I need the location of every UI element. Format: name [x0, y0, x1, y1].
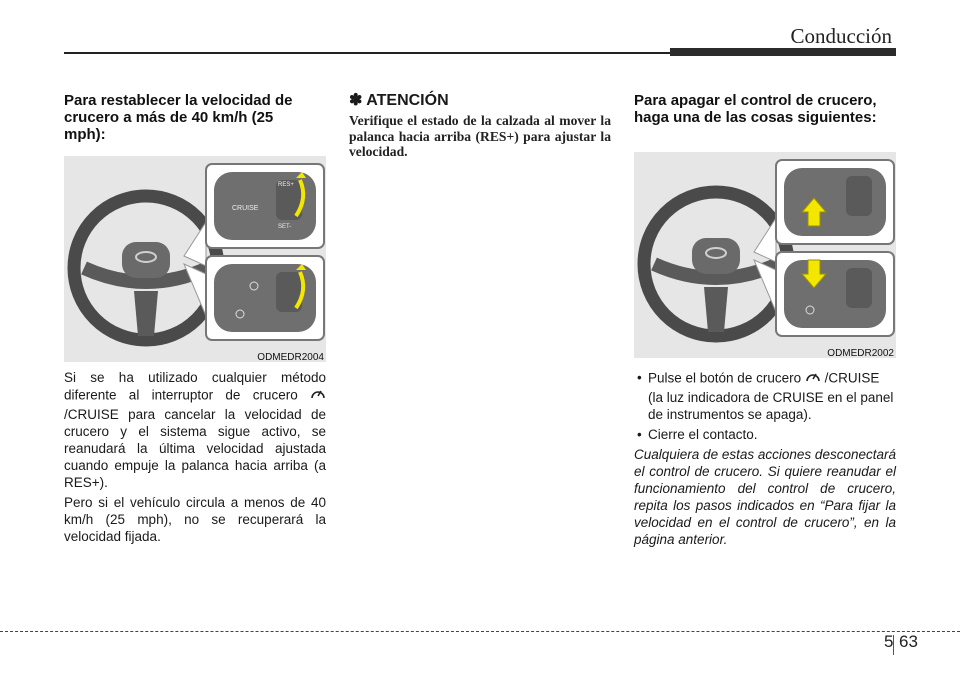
figure-code: ODMEDR2004	[257, 352, 324, 363]
page-number: 63	[899, 632, 918, 651]
left-paragraph-1-text-a: Si se ha utilizado cualquier método diferente al interruptor de crucero	[64, 370, 326, 403]
footer-rule	[0, 631, 960, 632]
section-number: 5	[884, 632, 894, 651]
set-label: SET-	[278, 224, 292, 230]
page-separator	[893, 635, 894, 655]
right-note: Cualquiera de estas acciones desconectará el control de crucero. Si quiere reanudar el funcionamiento del control de crucero, repita los pasos indicados en “Para fijar la velocidad en el control de crucero”, en la página anterior.	[634, 447, 896, 547]
steering-wheel-illustration-2	[634, 152, 896, 358]
bullet-item-1	[634, 369, 896, 423]
steering-wheel-illustration	[64, 156, 326, 362]
header-rule-thick	[670, 48, 896, 56]
bullet-item-1-text-a: Pulse el botón de crucero	[648, 370, 802, 386]
right-heading: Para apagar el control de crucero, haga una de las cosas siguientes:	[634, 92, 877, 126]
right-column	[634, 92, 896, 126]
figure-code: ODMEDR2002	[827, 348, 894, 359]
running-header: Conducción	[790, 24, 892, 48]
cruise-icon	[805, 369, 821, 389]
attention-heading: ✽ ATENCIÓN	[349, 92, 449, 109]
left-paragraph-2: Pero si el vehículo circula a menos de 40 km/h (25 mph), no se recuperará la velocidad fijada.	[64, 495, 326, 544]
left-paragraph-1-text-b: /CRUISE para cancelar la velocidad de crucero y el sistema sigue activo, se reanudará la última velocidad ajustada cuando empuje la palanca hacia arriba (a RES+).	[64, 407, 326, 490]
attention-text: Verifique el estado de la calzada al mover la palanca hacia arriba (RES+) para ajustar la velocidad.	[349, 113, 611, 159]
bullet-item-2: • Cierre el contacto.	[634, 426, 896, 443]
attention-box	[349, 92, 611, 160]
left-column	[64, 92, 326, 143]
res-label: RES+	[278, 182, 294, 188]
cruise-icon	[310, 386, 326, 406]
cruise-label: CRUISE	[232, 205, 259, 212]
steering-figure-res	[64, 156, 326, 362]
steering-figure-off	[634, 152, 896, 358]
left-body	[64, 369, 326, 545]
right-body	[634, 369, 896, 548]
header-rule	[64, 52, 670, 54]
bullet-item-1-text-b: /CRUISE (la luz indicadora de CRUISE en el panel de instrumentos se apaga).	[648, 370, 894, 422]
left-paragraph-1	[64, 369, 326, 491]
left-heading: Para restablecer la velocidad de crucero a más de 40 km/h (25 mph):	[64, 92, 293, 143]
